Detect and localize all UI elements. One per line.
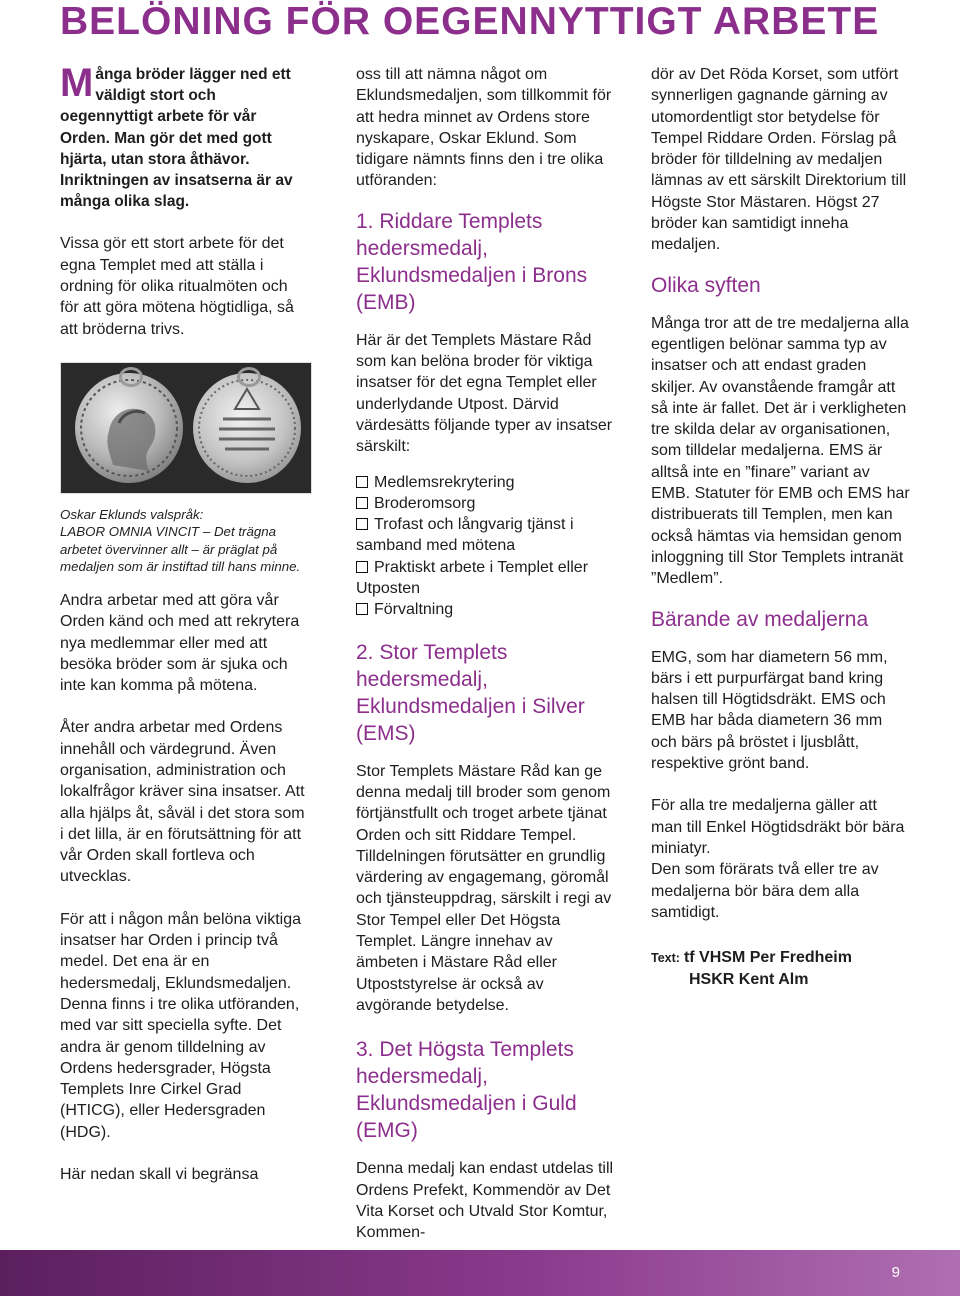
page-number: 9 — [891, 1264, 900, 1281]
paragraph: Stor Templets Mästare Råd kan ge denna medalj till broder som genom förtjänstfullt och troget arbete tjänat Orden och sitt Riddare Tempel. Tilldelningen förutsätter en grundlig värdering av engagemang, göromål och tjänsteuppdrag, särskilt i regi av Stor Tempel eller Det Högsta Templet. Längre innehav av ämbeten i Mästare Råd eller Utpoststyrelse är också av avgörande betydelse. — [356, 762, 612, 1014]
paragraph: dör av Det Röda Korset, som utfört synnerligen gagnande gärning av utomordentligt stor betydelse för Tempel Riddare Orden. Förslag på bröder för tilldelning av medaljen lämnas av ett särskilt Direktorium till Högste Stor Mästaren. Högst 27 bröder kan samtidigt inneha medaljen. — [651, 66, 907, 254]
section-heading: Bärande av medaljerna — [651, 607, 869, 631]
caption-heading: Oskar Eklunds valspråk: — [60, 506, 204, 522]
paragraph: Här nedan skall vi begränsa — [60, 1166, 259, 1184]
checklist-label: Praktiskt arbete i Templet eller Utposten — [356, 558, 589, 598]
checkbox-icon — [356, 603, 368, 615]
checklist-item — [356, 514, 616, 557]
checkbox-icon — [356, 518, 368, 530]
checkbox-icon — [356, 476, 368, 488]
credits-label: Text: — [651, 951, 680, 966]
paragraph: Åter andra arbetar med Ordens innehåll och värdegrund. Även organisation, administration och lokalfrågor kräver sina insatser. Att alla hjälps åt, såväl i det stora som i det lilla, är en förutsättning för att vår Orden skall fortleva och utvecklas. — [60, 719, 305, 886]
medal-photo — [60, 362, 312, 494]
paragraph: Denna medalj kan endast utdelas till Ordens Prefekt, Kommendör av Det Vita Korset och Utvald Stor Komtur, Kommen- — [356, 1160, 614, 1242]
medal-portrait-side — [75, 373, 183, 483]
checklist-item — [356, 557, 616, 600]
paragraph: Vissa gör ett stort arbete för det egna Templet med att ställa i ordning för olika ritualmöten och för att göra mötena högtidliga, så att bröderna trivs. — [60, 235, 294, 338]
medal-inscription-side — [193, 373, 301, 483]
footer-bar — [0, 1250, 960, 1296]
paragraph: För alla tre medaljerna gäller att man till Enkel Högtidsdräkt bör bära miniatyr. — [651, 797, 905, 857]
paragraph: EMG, som har diametern 56 mm, bärs i ett purpurfärgat band kring halsen till Högtidsdräkt. EMS och EMB har båda diametern 36 mm och bärs på bröstet i ljusblått, respektive grönt band. — [651, 648, 888, 773]
section-heading: 1. Riddare Templets hedersmedalj, Eklundsmedaljen i Brons (EMB) — [356, 209, 588, 314]
checklist-item — [356, 493, 616, 514]
caption-text: – Det trägna arbetet övervinner allt – är präglat på medaljen som är instiftad till hans minne. — [60, 524, 301, 575]
paragraph: Här är det Templets Mästare Råd som kan belöna broder för viktiga insatser för det egna Templet eller underlydande Utpost. Därvid värdesätts följande typer av insatser särskilt: — [356, 331, 613, 456]
paragraph: För att i någon mån belöna viktiga insatser har Orden i princip två medel. Det ena är en hedersmedalj, Eklundsmedaljen. Denna finns i tre olika utföranden, med var sitt speciella syfte. Det andra är genom tilldelning av Ordens hedersgrader, Högsta Templets Inre Cirkel Grad (HTICG), eller Hedersgraden (HDG). — [60, 910, 302, 1141]
column-3 — [651, 64, 911, 990]
paragraph: Andra arbetar med att göra vår Orden känd och med att rekrytera nya medlemmar eller med att besöka bröder som är sjuka och inte kan komma på mötena. — [60, 591, 300, 695]
column-2 — [356, 64, 616, 1243]
inscription-relief — [193, 373, 301, 483]
section-heading: 2. Stor Templets hedersmedalj, Eklundsmedaljen i Silver (EMS) — [356, 640, 585, 745]
author-credits — [651, 947, 911, 990]
checkbox-icon — [356, 497, 368, 509]
checkbox-icon — [356, 561, 368, 573]
page-title: BELÖNING FÖR OEGENNYTTIGT ARBETE — [60, 0, 880, 43]
section-heading: 3. Det Högsta Templets hedersmedalj, Eklundsmedaljen i Guld (EMG) — [356, 1038, 577, 1143]
section-heading: Olika syften — [651, 273, 761, 297]
checklist-label: Medlemsrekrytering — [374, 473, 515, 491]
paragraph: Många tror att de tre medaljerna alla egentligen belönar samma typ av insatser och att endast graden skiljer. Av ovanstående framgår att så inte är fallet. Det är i verkligheten tre skilda delar av organisationen, som tilldelar medaljerna. EMS är alltså inte en ”finare” variant av EMB. Statuter för EMB och EMS har distribuerats till Templen, men kan också hämtas via hemsidan genom inloggning till Stor Templets intranät ”Medlem”. — [651, 314, 910, 588]
lead-paragraph — [60, 61, 310, 212]
credits-author-1: tf VHSM Per Fredheim — [683, 949, 852, 967]
checklist-label: Förvaltning — [374, 601, 454, 619]
photo-caption — [60, 506, 310, 576]
caption-motto: LABOR OMNIA VINCIT — [60, 524, 200, 540]
paragraph: oss till att nämna något om Eklundsmedaljen, som tillkommit för att hedra minnet av Ordens store nyskapare, Oskar Eklund. Som tidigare nämnts finns den i tre olika utföranden: — [356, 66, 612, 190]
portrait-relief — [75, 373, 183, 483]
checklist-label: Trofast och långvarig tjänst i samband med mötena — [356, 516, 574, 555]
checklist-item — [356, 599, 616, 620]
checklist-item — [356, 472, 616, 493]
paragraph: Den som förärats två eller tre av medaljerna bör bära dem alla samtidigt. — [651, 861, 879, 921]
column-1 — [60, 61, 310, 1185]
lead-text: ånga bröder lägger ned ett väldigt stort och oegennyttigt arbete för vår Orden. Man gör det med gott hjärta, utan stora åthävor. Inriktningen av insatserna är av många olika slag. — [60, 66, 293, 211]
drop-cap: M — [60, 61, 94, 105]
checklist-label: Broderomsorg — [374, 494, 476, 512]
checklist — [356, 472, 616, 621]
credits-author-2: HSKR Kent Alm — [689, 971, 809, 989]
